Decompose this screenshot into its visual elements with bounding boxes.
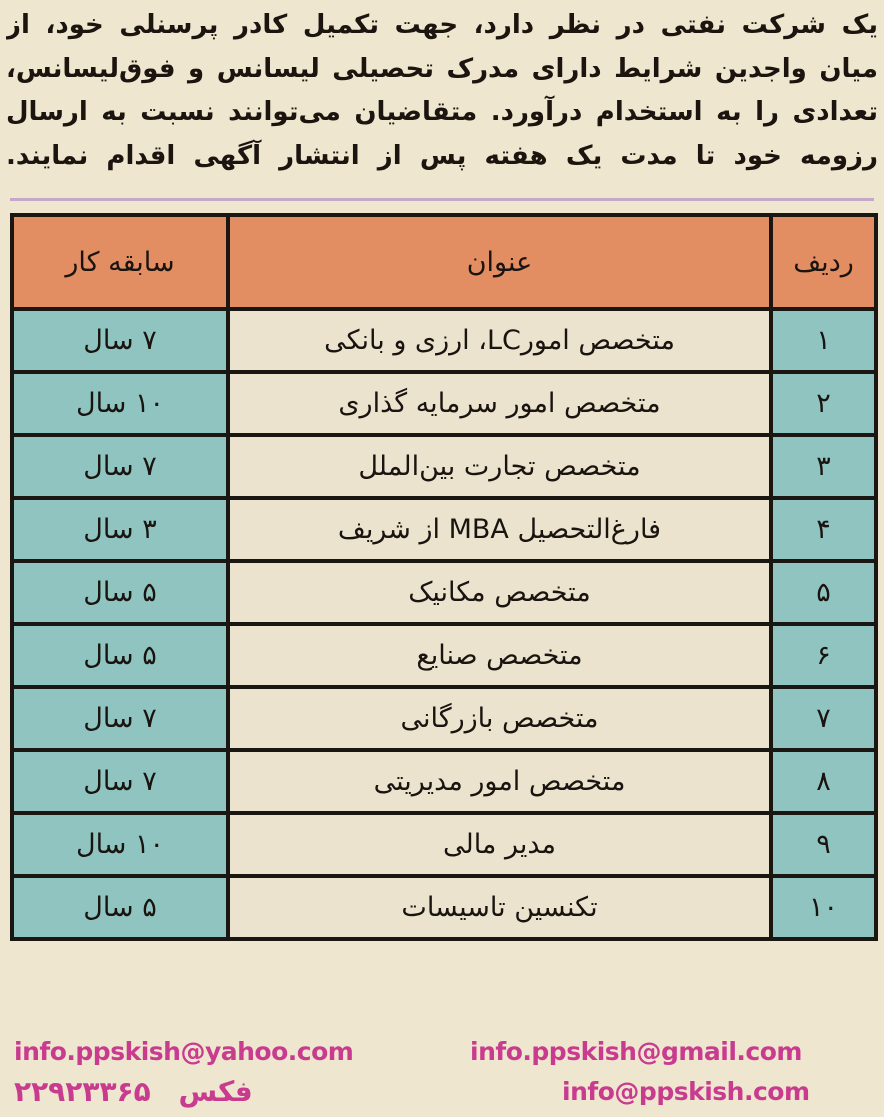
fax-label: فکس <box>178 1075 253 1108</box>
email-site[interactable]: info@ppskish.com <box>562 1077 810 1106</box>
table-row <box>12 687 876 750</box>
table-row <box>12 498 876 561</box>
work-experience: ۷ سال <box>12 687 228 750</box>
job-title: مدیر مالی <box>228 813 771 876</box>
email-gmail[interactable]: info.ppskish@gmail.com <box>470 1037 802 1066</box>
contact-block <box>0 1035 884 1117</box>
row-number: ۴ <box>771 498 876 561</box>
email-yahoo[interactable]: info.ppskish@yahoo.com <box>14 1037 354 1066</box>
fax-number: ۲۲۹۲۳۳۶۵ <box>14 1075 151 1108</box>
job-title: متخصص بازرگانی <box>228 687 771 750</box>
job-title: متخصص امور مدیریتی <box>228 750 771 813</box>
fax-line <box>14 1075 253 1108</box>
row-number: ۱ <box>771 309 876 372</box>
table-row <box>12 561 876 624</box>
job-title: فارغ‌التحصیل MBA از شریف <box>228 498 771 561</box>
row-number: ۹ <box>771 813 876 876</box>
jobs-table <box>10 213 878 941</box>
header-row-number: ردیف <box>771 215 876 309</box>
row-number: ۷ <box>771 687 876 750</box>
row-number: ۸ <box>771 750 876 813</box>
intro-line: تعدادی را به استخدام درآورد. متقاضیان می‌توانند نسبت به ارسال <box>6 97 878 127</box>
intro-line: میان واجدین شرایط دارای مدرک تحصیلی لیسانس و فوق‌لیسانس، <box>6 53 878 84</box>
job-title: متخصص مکانیک <box>228 561 771 624</box>
job-title: تکنسین تاسیسات <box>228 876 771 939</box>
table-row <box>12 624 876 687</box>
work-experience: ۳ سال <box>12 498 228 561</box>
job-title: متخصص صنایع <box>228 624 771 687</box>
table-header-row <box>12 215 876 309</box>
work-experience: ۷ سال <box>12 309 228 372</box>
row-number: ۳ <box>771 435 876 498</box>
table-row <box>12 309 876 372</box>
work-experience: ۵ سال <box>12 561 228 624</box>
table-row <box>12 750 876 813</box>
header-experience: سابقه کار <box>12 215 228 309</box>
row-number: ۶ <box>771 624 876 687</box>
header-title: عنوان <box>228 215 771 309</box>
table-row <box>12 876 876 939</box>
table-row <box>12 813 876 876</box>
row-number: ۵ <box>771 561 876 624</box>
job-title: متخصص امورLC، ارزی و بانکی <box>228 309 771 372</box>
table-row <box>12 372 876 435</box>
divider <box>10 198 874 201</box>
work-experience: ۷ سال <box>12 435 228 498</box>
work-experience: ۷ سال <box>12 750 228 813</box>
work-experience: ۵ سال <box>12 624 228 687</box>
job-title: متخصص امور سرمایه گذاری <box>228 372 771 435</box>
intro-line: یک شرکت نفتی در نظر دارد، جهت تکمیل کادر پرسنلی خود، از <box>6 10 878 40</box>
work-experience: ۱۰ سال <box>12 372 228 435</box>
intro-paragraph <box>6 4 878 178</box>
work-experience: ۱۰ سال <box>12 813 228 876</box>
row-number: ۲ <box>771 372 876 435</box>
work-experience: ۵ سال <box>12 876 228 939</box>
intro-line: رزومه خود تا مدت یک هفته پس از انتشار آگهی اقدام نمایند. <box>6 140 878 171</box>
row-number: ۱۰ <box>771 876 876 939</box>
job-title: متخصص تجارت بین‌الملل <box>228 435 771 498</box>
table-row <box>12 435 876 498</box>
